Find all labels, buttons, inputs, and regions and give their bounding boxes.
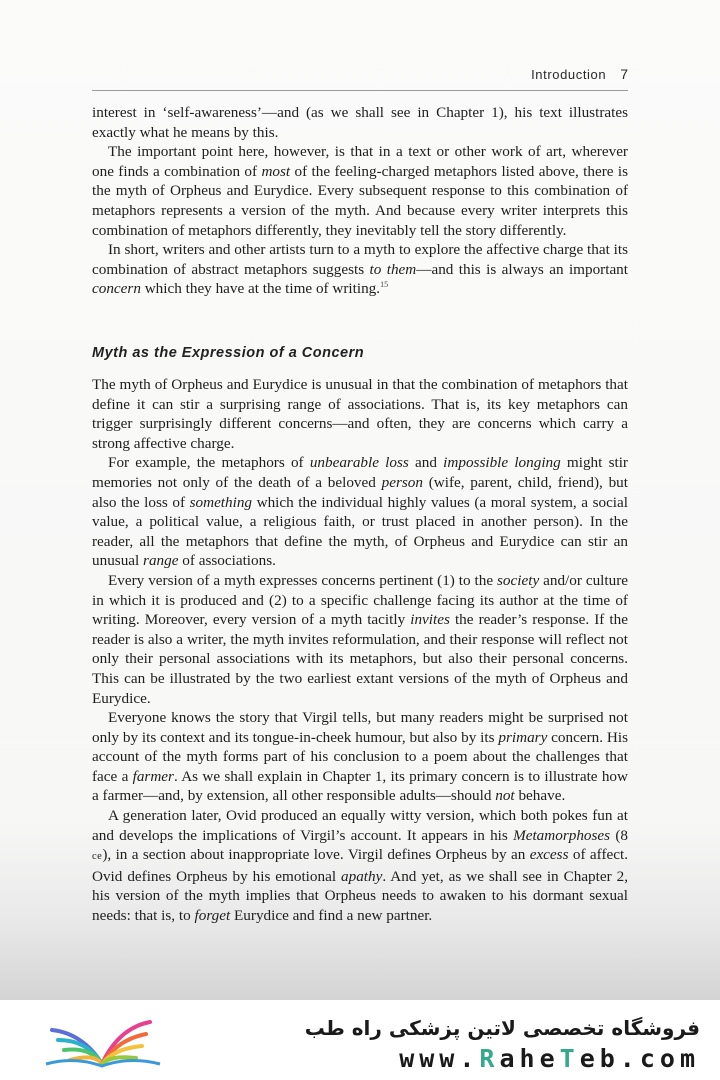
- footnote-marker[interactable]: 15: [380, 280, 389, 290]
- paragraph: In short, writers and other artists turn to a myth to explore the affective charge that its combination of abstract metaphors suggests to them—and this is always an important concern which they have at the time of writing.$^{15}$: [92, 241, 628, 298]
- shop-banner[interactable]: [0, 1000, 720, 1080]
- page-number: 7: [620, 66, 628, 82]
- section-1-body: [92, 103, 628, 299]
- paragraph: Everyone knows the story that Virgil tells, but many readers might be surprised not only by its context and its tongue-in-cheek humour, but also by its primary concern. His account of the myth forms part of his conclusion to a poem about the challenges that face a farmer. As we shall explain in Chapter 1, its primary concern is to illustrate how a farmer—and, by extension, all other responsible adults—should not behave.: [92, 709, 628, 805]
- paragraph: For example, the metaphors of unbearable loss and impossible longing might stir memories not only of the death of a beloved person (wife, parent, child, friend), but also the loss of something which the individual highly values (a moral system, a social value, a political value, a religious faith, or trust placed in another person). In the reader, all the metaphors that define the myth, of Orpheus and Eurydice can stir an unusual range of associations.: [92, 454, 628, 570]
- running-head: [531, 66, 628, 82]
- section-2-body: [92, 375, 628, 926]
- paragraph: A generation later, Ovid produced an equally witty version, which both pokes fun at and develops the implications of Virgil’s account. It appears in his Metamorphoses (8 ce), in a section about inappropriate love. Virgil defines Orpheus by an excess of affect. Ovid defines Orpheus by his emotional apathy. And yet, as we shall see in Chapter 2, his version of the myth implies that Orpheus needs to awaken to his dormant sexual needs: that is, to forget Eurydice and find a new partner.: [92, 807, 629, 925]
- shop-name: فروشگاه تخصصی لاتین پزشکی راه طب: [304, 1016, 700, 1040]
- paragraph: The myth of Orpheus and Eurydice is unusual in that the combination of metaphors that define it can stir a surprising range of associations. That is, its key metaphors can trigger surprisingly different concerns—and often, they are concerns which carry a strong affective charge.: [92, 376, 628, 452]
- shop-url-link[interactable]: www. R ahe T eb.com: [399, 1044, 700, 1073]
- paragraph: Every version of a myth expresses concerns pertinent (1) to the society and/or culture in which it is produced and (2) to a specific challenge facing its author at the time of writing. Moreover, every version of a myth tacitly invites the reader’s response. If the reader is also a writer, the myth invites reformulation, and their response will reflect not only their personal associations with its metaphors, but also their personal concerns. This can be illustrated by the two earliest extant versions of the myth of Orpheus and Eurydice.: [92, 571, 629, 707]
- paragraph: The important point here, however, is that in a text or other work of art, wherever one finds a combination of most of the feeling-charged metaphors listed above, there is the myth of Orpheus and Eurydice. Every subsequent response to this combination of metaphors represents a version of the myth. And because every writer interprets this combination of metaphors differently, they inevitably tell the story differently.: [92, 143, 628, 239]
- section-heading: Myth as the Expression of a Concern: [92, 345, 365, 361]
- paragraph: interest in ‘self-awareness’—and (as we shall see in Chapter 1), his text illustrates exactly what he means by this.: [92, 104, 628, 141]
- open-book-rainbow-logo-icon: [38, 1014, 168, 1070]
- running-title: Introduction: [531, 67, 607, 82]
- header-rule: [92, 90, 628, 91]
